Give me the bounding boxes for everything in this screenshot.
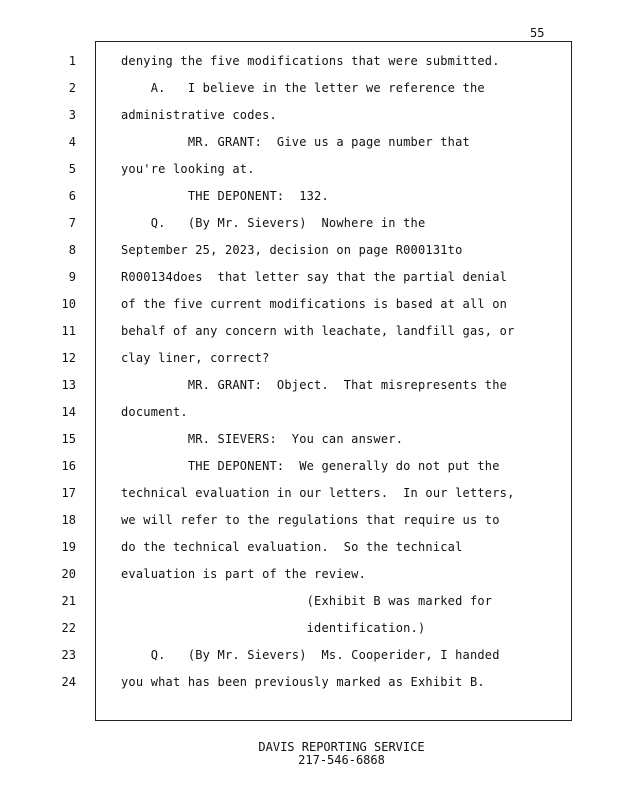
line-text: behalf of any concern with leachate, landfill gas, or xyxy=(121,324,515,338)
line-number: 11 xyxy=(61,324,76,338)
line-number: 15 xyxy=(61,432,76,446)
line-number: 13 xyxy=(61,378,76,392)
line-text: September 25, 2023, decision on page R000131to xyxy=(121,243,463,257)
line-number: 1 xyxy=(68,54,76,68)
line-text: MR. SIEVERS: You can answer. xyxy=(121,432,404,446)
line-number: 19 xyxy=(61,540,76,554)
line-text: denying the five modifications that were submitted. xyxy=(121,54,500,68)
line-text: THE DEPONENT: We generally do not put the xyxy=(121,459,500,473)
line-number: 3 xyxy=(68,108,76,122)
line-text: MR. GRANT: Object. That misrepresents the xyxy=(121,378,508,392)
line-number: 4 xyxy=(68,135,76,149)
line-text: you what has been previously marked as Exhibit B. xyxy=(121,675,485,689)
page-number: 55 xyxy=(530,26,545,40)
line-number: 5 xyxy=(68,162,76,176)
line-number: 9 xyxy=(68,270,76,284)
line-number: 7 xyxy=(68,216,76,230)
line-number: 8 xyxy=(68,243,76,257)
line-text: Q. (By Mr. Sievers) Ms. Cooperider, I handed xyxy=(121,648,500,662)
line-number: 17 xyxy=(61,486,76,500)
line-text: Q. (By Mr. Sievers) Nowhere in the xyxy=(121,216,426,230)
reporting-company: DAVIS REPORTING SERVICE xyxy=(258,740,425,754)
line-number: 24 xyxy=(61,675,76,689)
line-text: document. xyxy=(121,405,188,419)
line-text: MR. GRANT: Give us a page number that xyxy=(121,135,470,149)
line-text: we will refer to the regulations that require us to xyxy=(121,513,500,527)
reporting-phone: 217-546-6868 xyxy=(298,753,385,767)
line-number: 16 xyxy=(61,459,76,473)
line-text: identification.) xyxy=(121,621,426,635)
line-number: 14 xyxy=(61,405,76,419)
footer xyxy=(0,741,618,767)
line-text: A. I believe in the letter we reference the xyxy=(121,81,485,95)
line-text: (Exhibit B was marked for xyxy=(121,594,493,608)
line-text: administrative codes. xyxy=(121,108,277,122)
line-text: THE DEPONENT: 132. xyxy=(121,189,329,203)
line-number: 6 xyxy=(68,189,76,203)
line-text: clay liner, correct? xyxy=(121,351,270,365)
line-text: of the five current modifications is based at all on xyxy=(121,297,508,311)
line-number: 22 xyxy=(61,621,76,635)
line-text: do the technical evaluation. So the technical xyxy=(121,540,463,554)
line-number: 12 xyxy=(61,351,76,365)
line-number: 10 xyxy=(61,297,76,311)
line-number: 23 xyxy=(61,648,76,662)
line-text: you're looking at. xyxy=(121,162,255,176)
line-number: 21 xyxy=(61,594,76,608)
line-text: evaluation is part of the review. xyxy=(121,567,367,581)
line-text: technical evaluation in our letters. In our letters, xyxy=(121,486,515,500)
line-number: 20 xyxy=(61,567,76,581)
line-number: 18 xyxy=(61,513,76,527)
line-number: 2 xyxy=(68,81,76,95)
line-text: R000134does that letter say that the partial denial xyxy=(121,270,508,284)
